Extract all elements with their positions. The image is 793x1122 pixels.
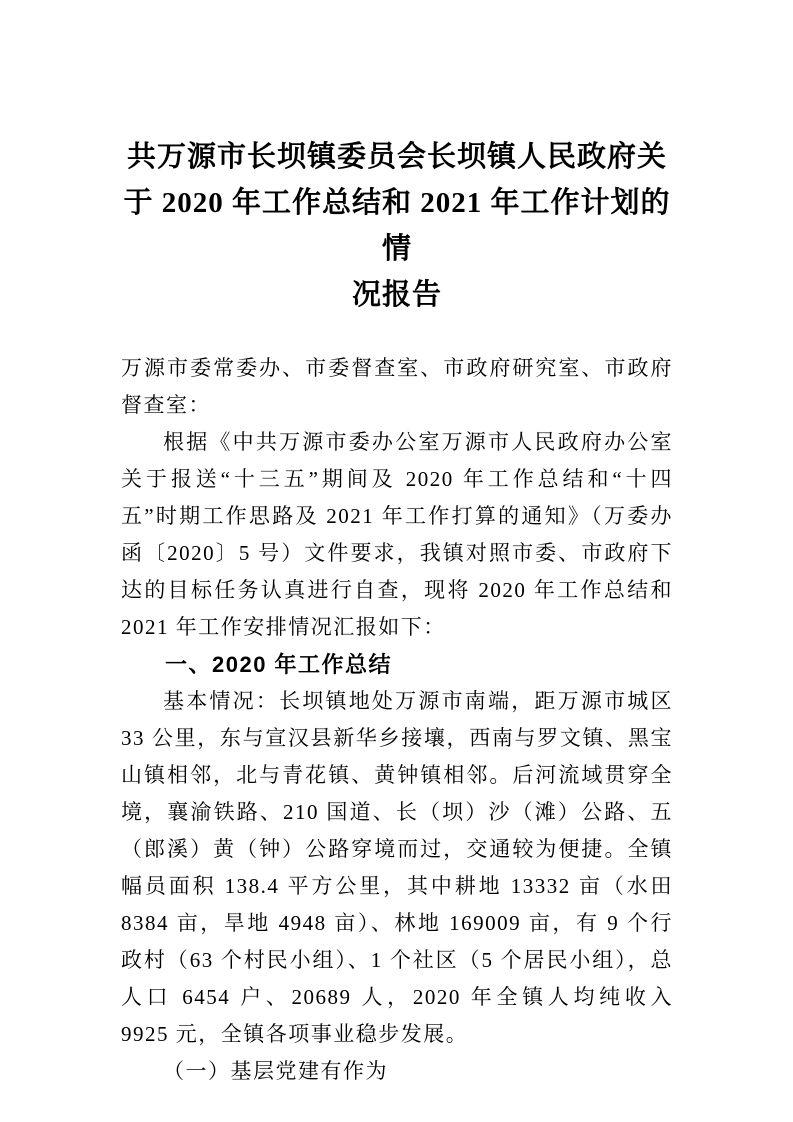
basic-situation-paragraph: 基本情况：长坝镇地处万源市南端，距万源市城区 33 公里，东与宣汉县新华乡接壤，西南与罗文镇、黑宝山镇相邻，北与青花镇、黄钟镇相邻。后河流域贯穿全境，襄渝铁路、210 国道、长（坝）沙（滩）公路、五（郎溪）黄（钟）公路穿境而过，交通较为便捷。全镇幅员面积 138.4 平方公里，其中耕地 13332 亩（水田 8384 亩，旱地 4948 亩）、林地 169009 亩，有 9 个行政村（63 个村民小组）、1 个社区（5 个居民小组），总人口 6454 户、20689 人，2020 年全镇人均纯收入 9925 元，全镇各项事业稳步发展。	[121, 689, 673, 1046]
intro-paragraph: 根据《中共万源市委办公室万源市人民政府办公室关于报送“十三五”期间及 2020 年工作总结和“十四五”时期工作思路及 2021 年工作打算的通知》（万委办函〔2020〕5 号）文件要求，我镇对照市委、市政府下达的目标任务认真进行自查，现将 2020 年工作总结和 2021 年工作安排情况汇报如下：	[121, 430, 673, 639]
report-title	[121, 134, 673, 318]
salutation: 万源市委常委办、市委督查室、市政府研究室、市政府督查室：	[121, 356, 673, 417]
subsection-1-heading: （一）基层党建有作为	[163, 1059, 388, 1083]
report-title-line-2: 于 2020 年工作总结和 2021 年工作计划的情	[123, 187, 671, 265]
report-title-line-1: 共万源市长坝镇委员会长坝镇人民政府关	[126, 141, 667, 173]
document-body	[121, 350, 673, 1090]
report-title-line-3: 况报告	[351, 279, 442, 311]
section-1-heading: 一、2020 年工作总结	[165, 652, 393, 677]
